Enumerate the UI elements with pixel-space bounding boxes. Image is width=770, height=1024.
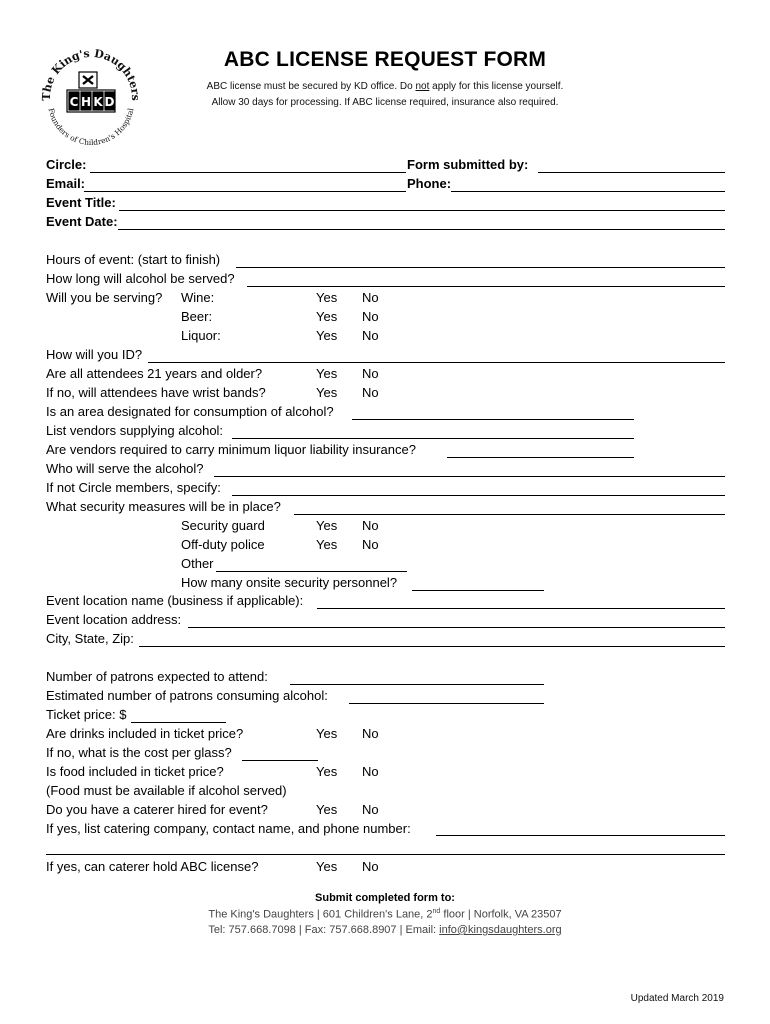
submit-heading: Submit completed form to:	[315, 892, 455, 904]
caterer-list-input-2[interactable]	[46, 854, 725, 855]
loc-addr-input[interactable]	[188, 627, 725, 628]
food-incl-yes[interactable]: Yes	[316, 764, 338, 779]
designated-input[interactable]	[352, 419, 634, 420]
form-submitted-input[interactable]	[538, 172, 725, 173]
caterer-yes[interactable]: Yes	[316, 802, 338, 817]
logo-letter-k: K	[93, 95, 103, 109]
header-note-1: ABC license must be secured by KD office. Do not apply for this license yourself.	[206, 81, 564, 92]
drinks-incl-no[interactable]: No	[362, 726, 379, 741]
beer-label: Beer:	[181, 309, 213, 324]
footer-contact: Tel: 757.668.7098 | Fax: 757.668.8907 | Email: info@kingsdaughters.org	[208, 924, 562, 936]
off-duty-police-label: Off-duty police	[181, 537, 265, 552]
security-guard-no[interactable]: No	[362, 518, 379, 533]
security-guard-label: Security guard	[181, 518, 265, 533]
who-serve-input[interactable]	[214, 476, 725, 477]
caterer-abc-no[interactable]: No	[362, 859, 379, 874]
header-note-2: Allow 30 days for processing. If ABC license required, insurance also required.	[211, 97, 559, 108]
wristbands-no[interactable]: No	[362, 385, 379, 400]
vendors-input[interactable]	[232, 438, 634, 439]
event-title-input[interactable]	[119, 210, 725, 211]
logo-top-text: The King's Daughters	[39, 46, 143, 102]
off-duty-police-no[interactable]: No	[362, 537, 379, 552]
svg-text:Founders of Children's Hospita	[47, 107, 136, 147]
liquor-no[interactable]: No	[362, 328, 379, 343]
wine-yes[interactable]: Yes	[316, 290, 338, 305]
caterer-abc-yes[interactable]: Yes	[316, 859, 338, 874]
security-guard-yes[interactable]: Yes	[316, 518, 338, 533]
drinks-incl-yes[interactable]: Yes	[316, 726, 338, 741]
wine-no[interactable]: No	[362, 290, 379, 305]
event-date-input[interactable]	[118, 229, 725, 230]
cost-glass-input[interactable]	[242, 760, 318, 761]
updated-date: Updated March 2019	[630, 993, 724, 1004]
caterer-no[interactable]: No	[362, 802, 379, 817]
patrons-input[interactable]	[290, 684, 544, 685]
over21-yes[interactable]: Yes	[316, 366, 338, 381]
loc-name-input[interactable]	[317, 608, 725, 609]
beer-no[interactable]: No	[362, 309, 379, 324]
kings-daughters-logo	[36, 40, 146, 150]
food-incl-no[interactable]: No	[362, 764, 379, 779]
personnel-label: How many onsite security personnel?	[181, 575, 398, 590]
phone-input[interactable]	[451, 191, 725, 192]
liquor-yes[interactable]: Yes	[316, 328, 338, 343]
liquor-label: Liquor:	[181, 328, 221, 343]
how-long-input[interactable]	[247, 286, 725, 287]
off-duty-police-yes[interactable]: Yes	[316, 537, 338, 552]
beer-yes[interactable]: Yes	[316, 309, 338, 324]
email-link[interactable]: info@kingsdaughters.org	[439, 924, 562, 936]
not-circle-input[interactable]	[232, 495, 725, 496]
footer-address: The King's Daughters | 601 Children's Lane, 2nd floor | Norfolk, VA 23507	[208, 908, 562, 921]
logo-bottom-text: Founders of Children's Hospital	[46, 107, 136, 148]
other-input[interactable]	[216, 571, 407, 572]
security-input[interactable]	[294, 514, 725, 515]
wine-label: Wine:	[181, 290, 215, 305]
city-input[interactable]	[139, 646, 725, 647]
logo-letter-h: H	[80, 95, 92, 109]
patrons-alc-input[interactable]	[349, 703, 544, 704]
logo-letter-c: C	[69, 95, 79, 109]
circle-input[interactable]	[90, 172, 406, 173]
over21-no[interactable]: No	[362, 366, 379, 381]
wristbands-yes[interactable]: Yes	[316, 385, 338, 400]
logo-letter-d: D	[104, 95, 115, 109]
vendors-ins-input[interactable]	[447, 457, 634, 458]
ticket-input[interactable]	[131, 722, 226, 723]
form-title: ABC LICENSE REQUEST FORM	[223, 48, 547, 71]
personnel-input[interactable]	[412, 590, 544, 591]
email-input[interactable]	[84, 191, 406, 192]
how-id-input[interactable]	[148, 362, 725, 363]
other-label: Other	[181, 556, 214, 571]
hours-input[interactable]	[236, 267, 725, 268]
caterer-list-input[interactable]	[436, 835, 725, 836]
